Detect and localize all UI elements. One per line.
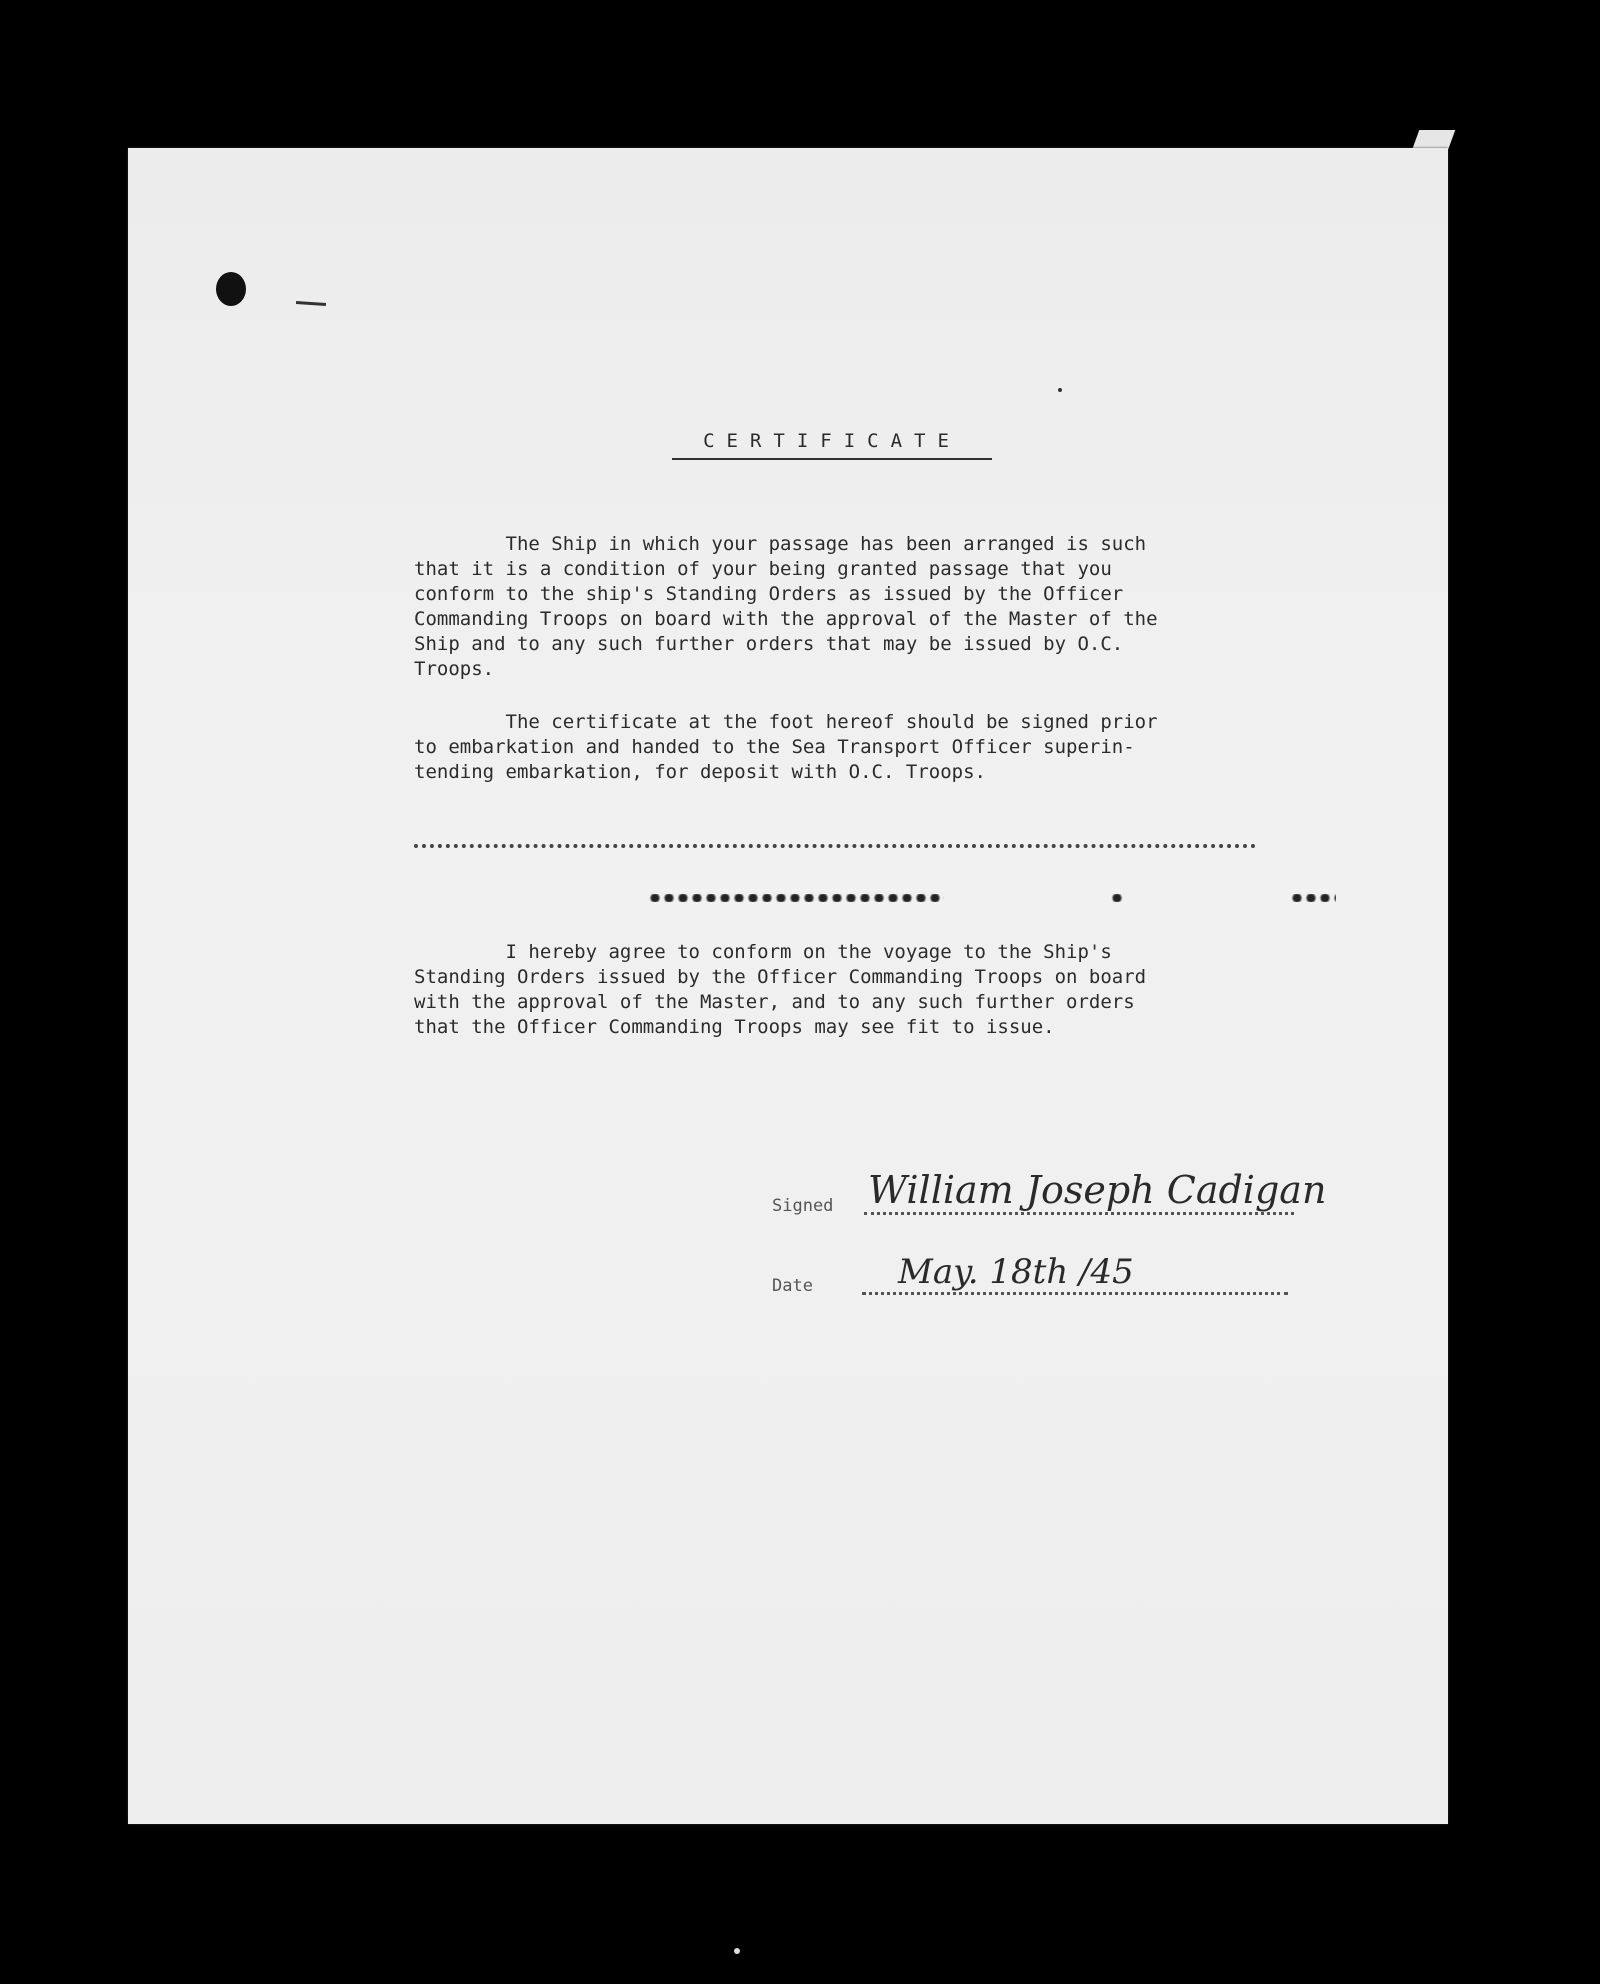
film-speck — [734, 1948, 740, 1954]
paragraph-1-line-6: Troops. — [414, 658, 495, 680]
signed-label: Signed — [772, 1196, 834, 1216]
paragraph-3-line-4: that the Officer Commanding Troops may see fit to issue. — [414, 1016, 1055, 1038]
paragraph-1-line-2: that it is a condition of your being granted passage that you — [414, 558, 1112, 580]
paragraph-1-line-3: conform to the ship's Standing Orders as issued by the Officer — [414, 583, 1124, 605]
signature-line — [864, 1212, 1294, 1215]
paragraph-3-line-3: with the approval of the Master, and to any such further orders — [414, 991, 1135, 1013]
punch-hole — [216, 272, 246, 306]
paragraph-2-line-3: tending embarkation, for deposit with O.C. Troops. — [414, 761, 986, 783]
paragraph-3-line-1: I hereby agree to conform on the voyage to the Ship's — [414, 941, 1112, 963]
ink-speck — [1058, 388, 1062, 392]
signature: William Joseph Cadigan — [868, 1168, 1327, 1212]
paragraph-1-line-1: The Ship in which your passage has been arranged is such — [414, 533, 1147, 555]
ink-blot — [1110, 894, 1124, 902]
paragraph-2-line-1: The certificate at the foot hereof should be signed prior — [414, 711, 1158, 733]
paragraph-2-line-2: to embarkation and handed to the Sea Transport Officer superin- — [414, 736, 1135, 758]
date-value: May. 18th /45 — [898, 1252, 1134, 1292]
date-line — [862, 1292, 1288, 1295]
dotted-divider — [414, 844, 1256, 848]
paragraph-3-line-2: Standing Orders issued by the Officer Commanding Troops on board — [414, 966, 1147, 988]
ink-blot — [1290, 894, 1336, 902]
ink-blot-row — [648, 894, 944, 902]
paragraph-1-line-5: Ship and to any such further orders that may be issued by O.C. — [414, 633, 1124, 655]
paragraph-1-line-4: Commanding Troops on board with the approval of the Master of the — [414, 608, 1158, 630]
certificate-title: CERTIFICATE — [672, 430, 992, 460]
date-label: Date — [772, 1276, 813, 1296]
